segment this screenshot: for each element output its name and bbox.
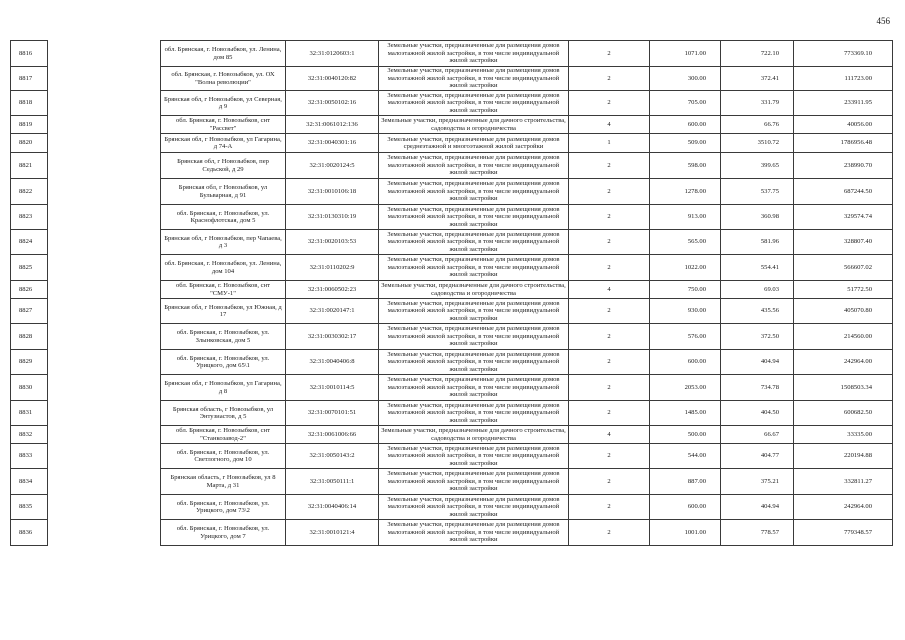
- address-cell: обл. Брянская, г. Новозыбков, ул. Краснофлотская, дом 5: [161, 205, 286, 230]
- address-cell: обл. Брянская, г. Новозыбков, снт "Станкозавод-2": [161, 426, 286, 444]
- cadastral-number-cell: 32:31:0030302:17: [286, 324, 379, 350]
- cadastral-number-cell: 32:31:0010106:18: [286, 179, 379, 205]
- row-number-cell: 8835: [11, 495, 48, 520]
- area-cell: 1071.00: [650, 41, 721, 67]
- land-use-cell: Земельные участки, предназначенные для размещения домов малоэтажной жилой застройки, в том числе индивидуальной жилой застройки: [379, 324, 569, 350]
- cadastral-number-cell: 32:31:0020147:1: [286, 299, 379, 324]
- area-cell: 598.00: [650, 153, 721, 179]
- cadastral-value-table: [10, 40, 893, 546]
- group-cell: 4: [569, 116, 650, 134]
- address-cell: обл. Брянская, г. Новозыбков, ул. Злынковская, дом 5: [161, 324, 286, 350]
- spacer-cell: [48, 375, 161, 401]
- spacer-cell: [48, 179, 161, 205]
- row-number-cell: 8823: [11, 205, 48, 230]
- cadastral-value-cell: 332811.27: [794, 469, 893, 495]
- land-use-cell: Земельные участки, предназначенные для размещения домов малоэтажной жилой застройки, в том числе индивидуальной жилой застройки: [379, 401, 569, 426]
- land-use-cell: Земельные участки, предназначенные для размещения домов малоэтажной жилой застройки, в том числе индивидуальной жилой застройки: [379, 444, 569, 469]
- table-row: [11, 426, 893, 444]
- table-row: [11, 401, 893, 426]
- table-row: [11, 495, 893, 520]
- address-cell: Брянская обл, г Новозыбков, ул Южная, д 17: [161, 299, 286, 324]
- cadastral-value-cell: 328807.40: [794, 230, 893, 255]
- spacer-cell: [48, 401, 161, 426]
- spacer-cell: [48, 281, 161, 299]
- area-cell: 930.00: [650, 299, 721, 324]
- spacer-cell: [48, 350, 161, 375]
- spacer-cell: [48, 67, 161, 91]
- spacer-cell: [48, 324, 161, 350]
- spacer-cell: [48, 426, 161, 444]
- spacer-cell: [48, 134, 161, 153]
- specific-value-cell: 722.10: [721, 41, 794, 67]
- spacer-cell: [48, 91, 161, 116]
- row-number-cell: 8829: [11, 350, 48, 375]
- row-number-cell: 8819: [11, 116, 48, 134]
- table-row: [11, 230, 893, 255]
- specific-value-cell: 404.50: [721, 401, 794, 426]
- specific-value-cell: 372.41: [721, 67, 794, 91]
- land-use-cell: Земельные участки, предназначенные для размещения домов малоэтажной жилой застройки, в том числе индивидуальной жилой застройки: [379, 299, 569, 324]
- row-number-cell: 8832: [11, 426, 48, 444]
- area-cell: 887.00: [650, 469, 721, 495]
- area-cell: 500.00: [650, 426, 721, 444]
- area-cell: 600.00: [650, 350, 721, 375]
- row-number-cell: 8827: [11, 299, 48, 324]
- spacer-cell: [48, 299, 161, 324]
- row-number-cell: 8834: [11, 469, 48, 495]
- area-cell: 576.00: [650, 324, 721, 350]
- table-row: [11, 350, 893, 375]
- spacer-cell: [48, 41, 161, 67]
- area-cell: 600.00: [650, 495, 721, 520]
- group-cell: 2: [569, 153, 650, 179]
- spacer-cell: [48, 230, 161, 255]
- group-cell: 2: [569, 255, 650, 281]
- address-cell: обл. Брянская, г. Новозыбков, ул. Ленина, дом 104: [161, 255, 286, 281]
- address-cell: Брянская область, г Новозыбков, ул Энтузиастов, д 5: [161, 401, 286, 426]
- table-row: [11, 520, 893, 546]
- cadastral-value-cell: 405070.80: [794, 299, 893, 324]
- cadastral-value-cell: 214560.00: [794, 324, 893, 350]
- row-number-cell: 8831: [11, 401, 48, 426]
- cadastral-value-cell: 238990.70: [794, 153, 893, 179]
- specific-value-cell: 734.78: [721, 375, 794, 401]
- area-cell: 1278.00: [650, 179, 721, 205]
- row-number-cell: 8828: [11, 324, 48, 350]
- group-cell: 2: [569, 469, 650, 495]
- land-use-cell: Земельные участки, предназначенные для размещения домов малоэтажной жилой застройки, в том числе индивидуальной жилой застройки: [379, 41, 569, 67]
- address-cell: Брянская обл, г Новозыбков, пер Седьской, д 29: [161, 153, 286, 179]
- spacer-cell: [48, 520, 161, 546]
- cadastral-value-cell: 566607.02: [794, 255, 893, 281]
- cadastral-number-cell: 32:31:0061012:136: [286, 116, 379, 134]
- cadastral-value-cell: 1508503.34: [794, 375, 893, 401]
- cadastral-value-cell: 773369.10: [794, 41, 893, 67]
- land-use-cell: Земельные участки, предназначенные для дачного строительства, садоводства и огородничества: [379, 426, 569, 444]
- row-number-cell: 8836: [11, 520, 48, 546]
- row-number-cell: 8825: [11, 255, 48, 281]
- address-cell: Брянская обл, г Новозыбков, ул Гагарина, д 74-А: [161, 134, 286, 153]
- table-row: [11, 179, 893, 205]
- group-cell: 2: [569, 67, 650, 91]
- row-number-cell: 8816: [11, 41, 48, 67]
- address-cell: обл. Брянская, г. Новозыбков, ул. ОХ "Волна революции": [161, 67, 286, 91]
- area-cell: 509.00: [650, 134, 721, 153]
- group-cell: 1: [569, 134, 650, 153]
- group-cell: 2: [569, 299, 650, 324]
- area-cell: 1022.00: [650, 255, 721, 281]
- land-use-cell: Земельные участки, предназначенные для размещения домов малоэтажной жилой застройки, в том числе индивидуальной жилой застройки: [379, 153, 569, 179]
- row-number-cell: 8824: [11, 230, 48, 255]
- specific-value-cell: 399.65: [721, 153, 794, 179]
- land-use-cell: Земельные участки, предназначенные для дачного строительства, садоводства и огородничества: [379, 281, 569, 299]
- specific-value-cell: 404.94: [721, 350, 794, 375]
- table-row: [11, 281, 893, 299]
- cadastral-number-cell: 32:31:0020124:5: [286, 153, 379, 179]
- table-row: [11, 299, 893, 324]
- land-use-cell: Земельные участки, предназначенные для размещения домов малоэтажной жилой застройки, в том числе индивидуальной жилой застройки: [379, 520, 569, 546]
- address-cell: Брянская обл, г Новозыбков, пер Чапаева, д 3: [161, 230, 286, 255]
- row-number-cell: 8822: [11, 179, 48, 205]
- cadastral-number-cell: 32:31:0040406:14: [286, 495, 379, 520]
- area-cell: 1001.00: [650, 520, 721, 546]
- cadastral-number-cell: 32:31:0070101:51: [286, 401, 379, 426]
- row-number-cell: 8821: [11, 153, 48, 179]
- table-body: [11, 41, 893, 546]
- group-cell: 2: [569, 230, 650, 255]
- cadastral-number-cell: 32:31:0050102:16: [286, 91, 379, 116]
- specific-value-cell: 435.56: [721, 299, 794, 324]
- area-cell: 750.00: [650, 281, 721, 299]
- cadastral-number-cell: 32:31:0040301:16: [286, 134, 379, 153]
- table-row: [11, 67, 893, 91]
- address-cell: Брянская обл, г Новозыбков, ул Бульварная, д 91: [161, 179, 286, 205]
- group-cell: 4: [569, 426, 650, 444]
- group-cell: 2: [569, 520, 650, 546]
- cadastral-number-cell: 32:31:0050111:1: [286, 469, 379, 495]
- cadastral-number-cell: 32:31:0010114:5: [286, 375, 379, 401]
- address-cell: обл. Брянская, г. Новозыбков, снт "Рассвет": [161, 116, 286, 134]
- cadastral-number-cell: 32:31:0110202:9: [286, 255, 379, 281]
- address-cell: обл. Брянская, г. Новозыбков, снт "СМУ-1": [161, 281, 286, 299]
- row-number-cell: 8818: [11, 91, 48, 116]
- land-use-cell: Земельные участки, предназначенные для размещения домов малоэтажной жилой застройки, в том числе индивидуальной жилой застройки: [379, 375, 569, 401]
- group-cell: 2: [569, 401, 650, 426]
- address-cell: обл. Брянская, г. Новозыбков, ул. Урицкого, дом 7: [161, 520, 286, 546]
- group-cell: 2: [569, 324, 650, 350]
- area-cell: 705.00: [650, 91, 721, 116]
- spacer-cell: [48, 116, 161, 134]
- address-cell: обл. Брянская, г. Новозыбков, ул. Ленина, дом 85: [161, 41, 286, 67]
- specific-value-cell: 331.79: [721, 91, 794, 116]
- cadastral-value-cell: 242964.00: [794, 495, 893, 520]
- cadastral-number-cell: 32:31:0040120:82: [286, 67, 379, 91]
- row-number-cell: 8820: [11, 134, 48, 153]
- row-number-cell: 8826: [11, 281, 48, 299]
- table-row: [11, 444, 893, 469]
- cadastral-value-cell: 242964.00: [794, 350, 893, 375]
- cadastral-value-cell: 329574.74: [794, 205, 893, 230]
- area-cell: 1485.00: [650, 401, 721, 426]
- table-row: [11, 375, 893, 401]
- table-row: [11, 91, 893, 116]
- table-row: [11, 153, 893, 179]
- spacer-cell: [48, 153, 161, 179]
- spacer-cell: [48, 469, 161, 495]
- specific-value-cell: 581.96: [721, 230, 794, 255]
- land-use-cell: Земельные участки, предназначенные для размещения домов среднеэтажной и многоэтажной жилой застройки: [379, 134, 569, 153]
- table-row: [11, 116, 893, 134]
- address-cell: Брянская область, г Новозыбков, ул 8 Марта, д 31: [161, 469, 286, 495]
- group-cell: 2: [569, 375, 650, 401]
- specific-value-cell: 360.98: [721, 205, 794, 230]
- spacer-cell: [48, 205, 161, 230]
- cadastral-value-cell: 220194.88: [794, 444, 893, 469]
- cadastral-number-cell: 32:31:0020103:53: [286, 230, 379, 255]
- area-cell: 565.00: [650, 230, 721, 255]
- group-cell: 2: [569, 495, 650, 520]
- specific-value-cell: 404.94: [721, 495, 794, 520]
- cadastral-number-cell: 32:31:0040406:8: [286, 350, 379, 375]
- address-cell: обл. Брянская, г. Новозыбков, ул. Урицкого, дом 73\2: [161, 495, 286, 520]
- row-number-cell: 8817: [11, 67, 48, 91]
- land-use-cell: Земельные участки, предназначенные для размещения домов малоэтажной жилой застройки, в том числе индивидуальной жилой застройки: [379, 91, 569, 116]
- table-row: [11, 469, 893, 495]
- page-number: 456: [876, 16, 890, 26]
- table-row: [11, 41, 893, 67]
- table-row: [11, 134, 893, 153]
- specific-value-cell: 404.77: [721, 444, 794, 469]
- cadastral-value-cell: 779348.57: [794, 520, 893, 546]
- cadastral-value-cell: 233911.95: [794, 91, 893, 116]
- cadastral-value-cell: 1786956.48: [794, 134, 893, 153]
- cadastral-number-cell: 32:31:0120603:1: [286, 41, 379, 67]
- cadastral-number-cell: 32:31:0010121:4: [286, 520, 379, 546]
- address-cell: обл. Брянская, г. Новозыбков, ул. Светлогного, дом 10: [161, 444, 286, 469]
- land-use-cell: Земельные участки, предназначенные для размещения домов малоэтажной жилой застройки, в том числе индивидуальной жилой застройки: [379, 469, 569, 495]
- specific-value-cell: 778.57: [721, 520, 794, 546]
- cadastral-value-cell: 111723.00: [794, 67, 893, 91]
- address-cell: Брянская обл, г Новозыбков, ул Гагарина, д 8: [161, 375, 286, 401]
- row-number-cell: 8833: [11, 444, 48, 469]
- spacer-cell: [48, 444, 161, 469]
- area-cell: 600.00: [650, 116, 721, 134]
- specific-value-cell: 372.50: [721, 324, 794, 350]
- land-use-cell: Земельные участки, предназначенные для размещения домов малоэтажной жилой застройки, в том числе индивидуальной жилой застройки: [379, 179, 569, 205]
- specific-value-cell: 554.41: [721, 255, 794, 281]
- land-use-cell: Земельные участки, предназначенные для размещения домов малоэтажной жилой застройки, в том числе индивидуальной жилой застройки: [379, 350, 569, 375]
- land-use-cell: Земельные участки, предназначенные для размещения домов малоэтажной жилой застройки, в том числе индивидуальной жилой застройки: [379, 495, 569, 520]
- area-cell: 544.00: [650, 444, 721, 469]
- cadastral-value-cell: 600682.50: [794, 401, 893, 426]
- cadastral-number-cell: 32:31:0061006:66: [286, 426, 379, 444]
- cadastral-value-cell: 687244.50: [794, 179, 893, 205]
- spacer-cell: [48, 495, 161, 520]
- group-cell: 2: [569, 179, 650, 205]
- area-cell: 300.00: [650, 67, 721, 91]
- group-cell: 2: [569, 350, 650, 375]
- land-use-cell: Земельные участки, предназначенные для размещения домов малоэтажной жилой застройки, в том числе индивидуальной жилой застройки: [379, 230, 569, 255]
- address-cell: обл. Брянская, г. Новозыбков, ул. Урицкого, дом 65\1: [161, 350, 286, 375]
- cadastral-value-cell: 51772.50: [794, 281, 893, 299]
- row-number-cell: 8830: [11, 375, 48, 401]
- land-use-cell: Земельные участки, предназначенные для размещения домов малоэтажной жилой застройки, в том числе индивидуальной жилой застройки: [379, 67, 569, 91]
- land-use-cell: Земельные участки, предназначенные для дачного строительства, садоводства и огородничества: [379, 116, 569, 134]
- specific-value-cell: 537.75: [721, 179, 794, 205]
- cadastral-value-cell: 40056.00: [794, 116, 893, 134]
- spacer-cell: [48, 255, 161, 281]
- address-cell: Брянская обл, г Новозыбков, ул Северная, д 9: [161, 91, 286, 116]
- cadastral-value-cell: 33335.00: [794, 426, 893, 444]
- registry-sheet: [10, 40, 893, 546]
- area-cell: 913.00: [650, 205, 721, 230]
- group-cell: 4: [569, 281, 650, 299]
- group-cell: 2: [569, 205, 650, 230]
- specific-value-cell: 69.03: [721, 281, 794, 299]
- land-use-cell: Земельные участки, предназначенные для размещения домов малоэтажной жилой застройки, в том числе индивидуальной жилой застройки: [379, 205, 569, 230]
- cadastral-number-cell: 32:31:0060502:23: [286, 281, 379, 299]
- specific-value-cell: 375.21: [721, 469, 794, 495]
- cadastral-number-cell: 32:31:0050143:2: [286, 444, 379, 469]
- group-cell: 2: [569, 91, 650, 116]
- land-use-cell: Земельные участки, предназначенные для размещения домов малоэтажной жилой застройки, в том числе индивидуальной жилой застройки: [379, 255, 569, 281]
- group-cell: 2: [569, 41, 650, 67]
- table-row: [11, 324, 893, 350]
- cadastral-number-cell: 32:31:0130310:19: [286, 205, 379, 230]
- table-row: [11, 255, 893, 281]
- specific-value-cell: 3510.72: [721, 134, 794, 153]
- area-cell: 2053.00: [650, 375, 721, 401]
- table-row: [11, 205, 893, 230]
- group-cell: 2: [569, 444, 650, 469]
- specific-value-cell: 66.67: [721, 426, 794, 444]
- specific-value-cell: 66.76: [721, 116, 794, 134]
